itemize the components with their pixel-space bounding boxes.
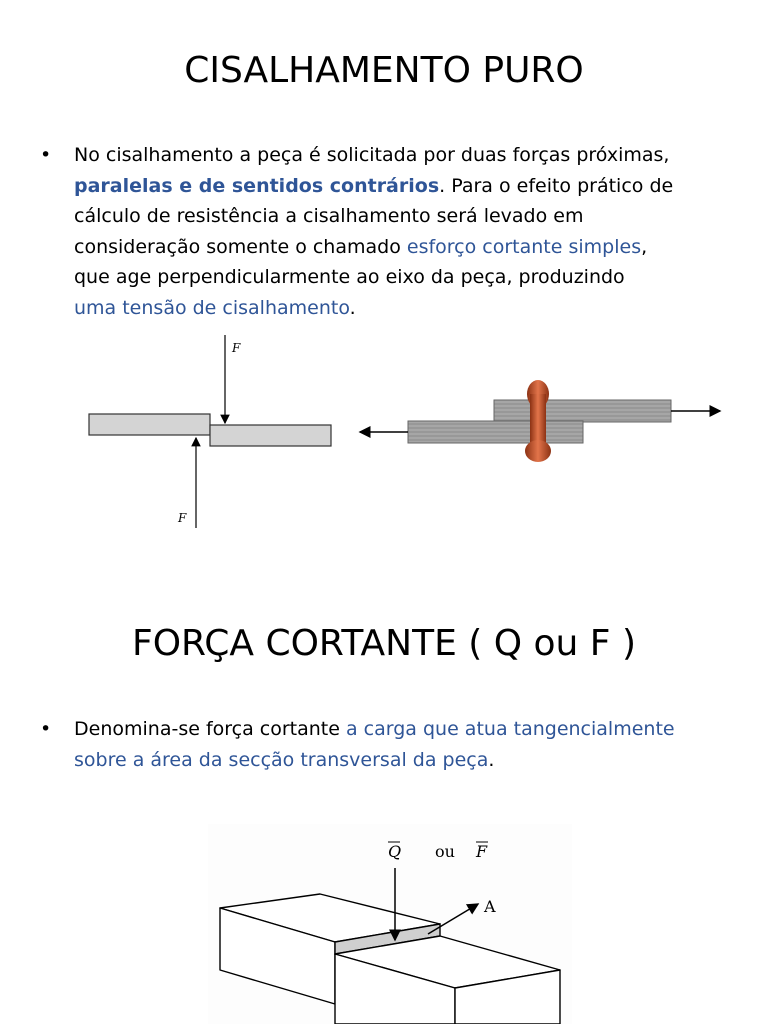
force-label-top: F [232, 341, 241, 355]
text: No cisalhamento a peça é solicitada por duas forças próximas, [74, 144, 670, 166]
shear-plates-figure [0, 330, 768, 540]
highlight-text: uma tensão de cisalhamento [74, 296, 350, 319]
line [74, 171, 734, 202]
bullet-marker: • [40, 144, 52, 166]
highlight-text: a carga que atua tangencialmente [345, 718, 675, 740]
line [74, 262, 734, 293]
riveted-plate-top [494, 400, 671, 422]
label-a: A [484, 897, 496, 916]
highlight-text: esforço cortante simples [406, 235, 642, 258]
bullet-marker: • [40, 718, 52, 740]
highlight-text: sobre a área da secção transversal da peça [74, 748, 489, 771]
text: cálculo de resistência a cisalhamento será levado em [74, 205, 584, 227]
line [74, 745, 734, 776]
highlight-text: paralelas e de sentidos contrários [74, 174, 440, 197]
line [74, 140, 734, 171]
riveted-plate-bottom [408, 421, 583, 443]
slide2-title: FORÇA CORTANTE ( Q ou F ) [131, 623, 637, 664]
upper-plate [89, 414, 210, 435]
text: consideração somente o chamado [74, 235, 407, 258]
label-q: Q [388, 842, 402, 861]
line [74, 714, 734, 745]
label-f: F [476, 842, 488, 861]
force-label-bottom: F [178, 511, 187, 525]
line [74, 293, 734, 324]
slide1-title: CISALHAMENTO PURO [184, 50, 584, 91]
lower-plate [210, 425, 331, 446]
text: Denomina-se força cortante [74, 718, 346, 740]
text: , [641, 235, 648, 258]
text: . Para o efeito prático de [439, 174, 674, 197]
label-ou: ou [435, 842, 455, 861]
line [74, 232, 734, 263]
text: . [488, 748, 495, 771]
shear-block-figure [0, 824, 768, 1024]
text: que age perpendicularmente ao eixo da peça, produzindo [74, 266, 625, 288]
slide1-paragraph [74, 140, 734, 323]
slide2-paragraph [74, 714, 734, 775]
line [74, 201, 734, 232]
text: . [349, 296, 356, 319]
